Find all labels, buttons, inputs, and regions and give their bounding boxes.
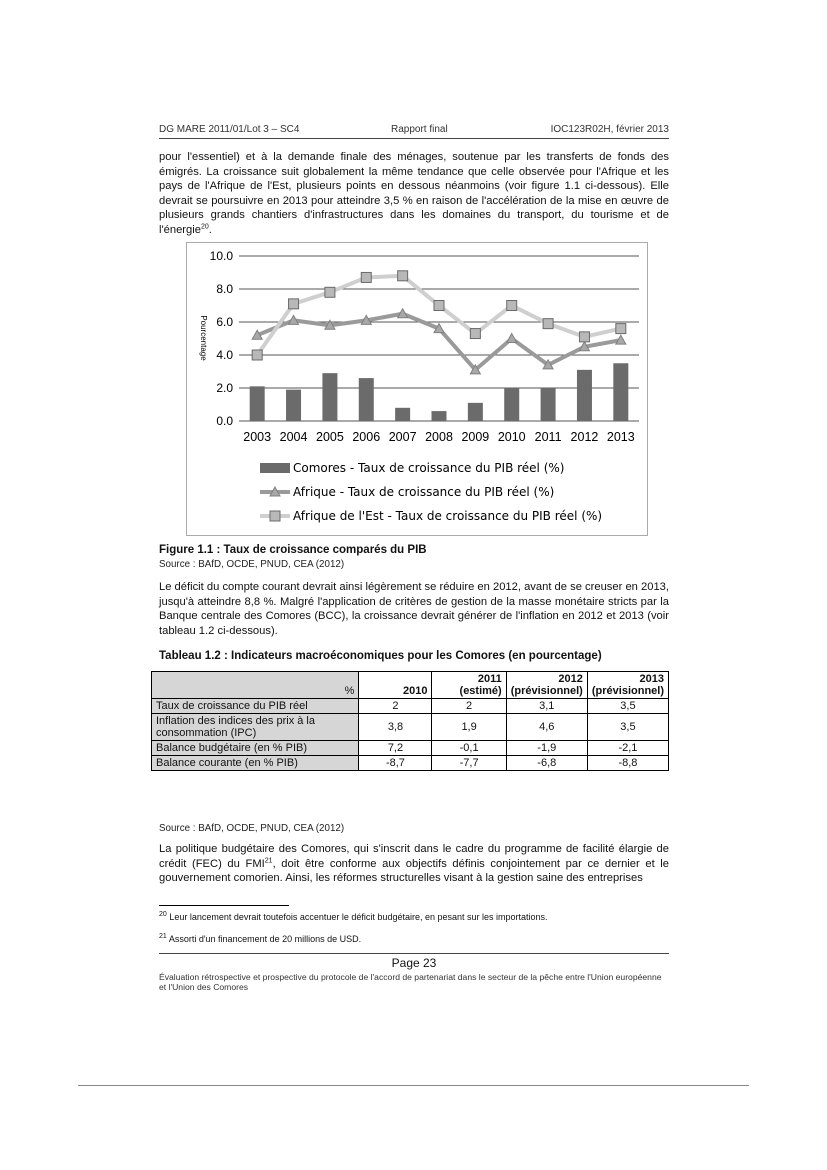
table-cell: -8,8 bbox=[587, 756, 668, 771]
bar-comores bbox=[250, 386, 265, 421]
point-afrique-est bbox=[616, 324, 626, 334]
table-cell: 3,5 bbox=[587, 714, 668, 741]
bar-comores bbox=[432, 411, 447, 421]
point-afrique-est bbox=[252, 350, 262, 360]
footnote-21: $^{21}$ Assorti d'un financement de 20 millions de USD. bbox=[159, 933, 362, 944]
table-cell: 2 bbox=[359, 699, 432, 714]
x-tick-label: 2010 bbox=[497, 430, 526, 444]
header-left: DG MARE 2011/01/Lot 3 – SC4 bbox=[159, 124, 300, 135]
page-bottom-rule bbox=[78, 1085, 749, 1086]
y-axis-label: Pourcentage bbox=[199, 315, 208, 361]
table-row bbox=[152, 714, 669, 741]
legend-label: Afrique de l'Est - Taux de croissance du PIB réel (%) bbox=[293, 509, 603, 523]
bar-comores bbox=[359, 378, 374, 421]
y-tick-label: 0.0 bbox=[216, 414, 233, 428]
paragraph-budget: La politique budgétaire des Comores, qui s'inscrit dans le cadre du programme de facilité élargie de crédit (FEC) du FMI$^{21}$, doit être conforme aux objectifs définis conjointement par ce dernier et le gouvernement comorien. Ainsi, les réformes structurelles visant à la gestion saine des entreprises bbox=[159, 843, 670, 885]
table-cell: -2,1 bbox=[587, 741, 668, 756]
header-right: IOC123R02H, février 2013 bbox=[550, 124, 669, 135]
y-tick-label: 8.0 bbox=[216, 282, 233, 296]
footnote-ref-20[interactable]: 20 bbox=[200, 223, 209, 231]
footnote-ref-21[interactable]: 21 bbox=[264, 856, 273, 864]
bar-comores bbox=[577, 370, 592, 421]
row-label: Balance courante (en % PIB) bbox=[152, 756, 359, 771]
paragraph-deficit: Le déficit du compte courant devrait ainsi légèrement se réduire en 2012, avant de se creuser en 2013, jusqu'à atteindre 8,8 %. Malgré l'application de critères de gestion de la masse monétaire stricts par la Banque centrale des Comores (BCC), la croissance devrait générer de l'inflation en 2012 et 2013 (voir tableau 1.2 ci-dessous). bbox=[159, 581, 669, 637]
intro-paragraph: pour l'essentiel) et à la demande finale des ménages, soutenue par les transferts de fonds des émigrés. La croissance suit globalement la même tendance que celle observée pour l'Afrique et les pays de l'Afrique de l'Est, plusieurs points en dessous néanmoins (voir figure 1.1 ci-dessous). Elle devrait se poursuivre en 2013 pour atteindre 3,5 % en raison de l'accélération de la mise en œuvre de plusieurs grands chantiers d'infrastructures dans les domaines du transport, du tourisme et de l'énergie$^{20}$. bbox=[159, 151, 669, 236]
legend-swatch-comores bbox=[260, 463, 290, 473]
x-tick-label: 2008 bbox=[425, 430, 453, 444]
table-caption: Tableau 1.2 : Indicateurs macroéconomiques pour les Comores (en pourcentage) bbox=[159, 650, 602, 662]
page-footer-text: Évaluation rétrospective et prospective du protocole de l'accord de partenariat dans le secteur de la pêche entre l'Union européenne et l'Union des Comores bbox=[159, 972, 662, 992]
figure-source: Source : BAfD, OCDE, PNUD, CEA (2012) bbox=[159, 559, 345, 570]
x-tick-label: 2006 bbox=[352, 430, 381, 444]
legend-label: Comores - Taux de croissance du PIB réel (%) bbox=[293, 461, 565, 475]
table-cell: 3,8 bbox=[359, 714, 432, 741]
y-tick-label: 2.0 bbox=[216, 381, 233, 395]
table-source: Source : BAfD, OCDE, PNUD, CEA (2012) bbox=[159, 823, 345, 834]
x-tick-label: 2012 bbox=[570, 430, 599, 444]
growth-chart bbox=[186, 242, 648, 536]
footnote-20: $^{20}$ Leur lancement devrait toutefois accentuer le déficit budgétaire, en pesant sur les importations. bbox=[159, 911, 548, 922]
table-cell: -7,7 bbox=[432, 756, 506, 771]
row-label: Balance budgétaire (en % PIB) bbox=[152, 741, 359, 756]
table-cell: 4,6 bbox=[506, 714, 587, 741]
x-tick-label: 2003 bbox=[243, 430, 272, 444]
point-afrique-est bbox=[325, 287, 335, 297]
y-tick-label: 6.0 bbox=[216, 315, 233, 329]
bar-comores bbox=[468, 403, 483, 421]
page-number: Page 23 bbox=[391, 956, 437, 970]
col-header: 2013 (prévisionnel) bbox=[587, 672, 668, 699]
x-tick-label: 2009 bbox=[461, 430, 490, 444]
table-cell: -8,7 bbox=[359, 756, 432, 771]
x-tick-label: 2013 bbox=[606, 430, 635, 444]
table-cell: 3,1 bbox=[506, 699, 587, 714]
col-header: 2012 (prévisionnel) bbox=[506, 672, 587, 699]
bar-comores bbox=[541, 388, 556, 421]
header-center: Rapport final bbox=[391, 124, 448, 135]
footnote-separator bbox=[159, 905, 289, 906]
point-afrique-est bbox=[507, 301, 517, 311]
table-cell: 1,9 bbox=[432, 714, 506, 741]
row-label: Taux de croissance du PIB réel bbox=[152, 699, 359, 714]
col-header: 2010 bbox=[359, 672, 432, 699]
page-header bbox=[159, 124, 669, 139]
point-afrique-est bbox=[543, 319, 553, 329]
bar-comores bbox=[395, 408, 410, 421]
row-label: Inflation des indices des prix à la consommation (IPC) bbox=[152, 714, 359, 741]
col-header: 2011 (estimé) bbox=[432, 672, 506, 699]
bar-comores bbox=[504, 388, 519, 421]
x-tick-label: 2004 bbox=[279, 430, 308, 444]
bar-comores bbox=[286, 390, 301, 421]
y-tick-label: 4.0 bbox=[216, 348, 233, 362]
page-footer-rule bbox=[159, 953, 669, 954]
x-tick-label: 2011 bbox=[534, 430, 562, 444]
line-afrique-est bbox=[257, 276, 621, 355]
table-row bbox=[152, 699, 669, 714]
table-corner: % bbox=[152, 672, 359, 699]
table-cell: 7,2 bbox=[359, 741, 432, 756]
point-afrique-est bbox=[398, 271, 408, 281]
table-cell: 2 bbox=[432, 699, 506, 714]
point-afrique-est bbox=[361, 272, 371, 282]
y-tick-label: 10.0 bbox=[209, 249, 233, 263]
x-tick-label: 2005 bbox=[316, 430, 344, 444]
x-tick-label: 2007 bbox=[388, 430, 417, 444]
table-cell: 3,5 bbox=[587, 699, 668, 714]
legend-marker-afrique-est bbox=[270, 511, 280, 521]
point-afrique bbox=[507, 334, 517, 343]
table-row bbox=[152, 741, 669, 756]
bar-comores bbox=[322, 373, 337, 421]
point-afrique-est bbox=[434, 301, 444, 311]
table-cell: -1,9 bbox=[506, 741, 587, 756]
bar-comores bbox=[613, 363, 628, 421]
point-afrique-est bbox=[579, 332, 589, 342]
point-afrique-est bbox=[289, 299, 299, 309]
indicators-table bbox=[151, 671, 669, 771]
legend-label: Afrique - Taux de croissance du PIB réel (%) bbox=[293, 485, 555, 499]
table-cell: -0,1 bbox=[432, 741, 506, 756]
growth-chart-svg bbox=[187, 243, 647, 535]
table-row bbox=[152, 756, 669, 771]
table-cell: -6,8 bbox=[506, 756, 587, 771]
point-afrique-est bbox=[470, 329, 480, 339]
table-header-row bbox=[152, 672, 669, 699]
figure-caption: Figure 1.1 : Taux de croissance comparés du PIB bbox=[159, 544, 427, 556]
